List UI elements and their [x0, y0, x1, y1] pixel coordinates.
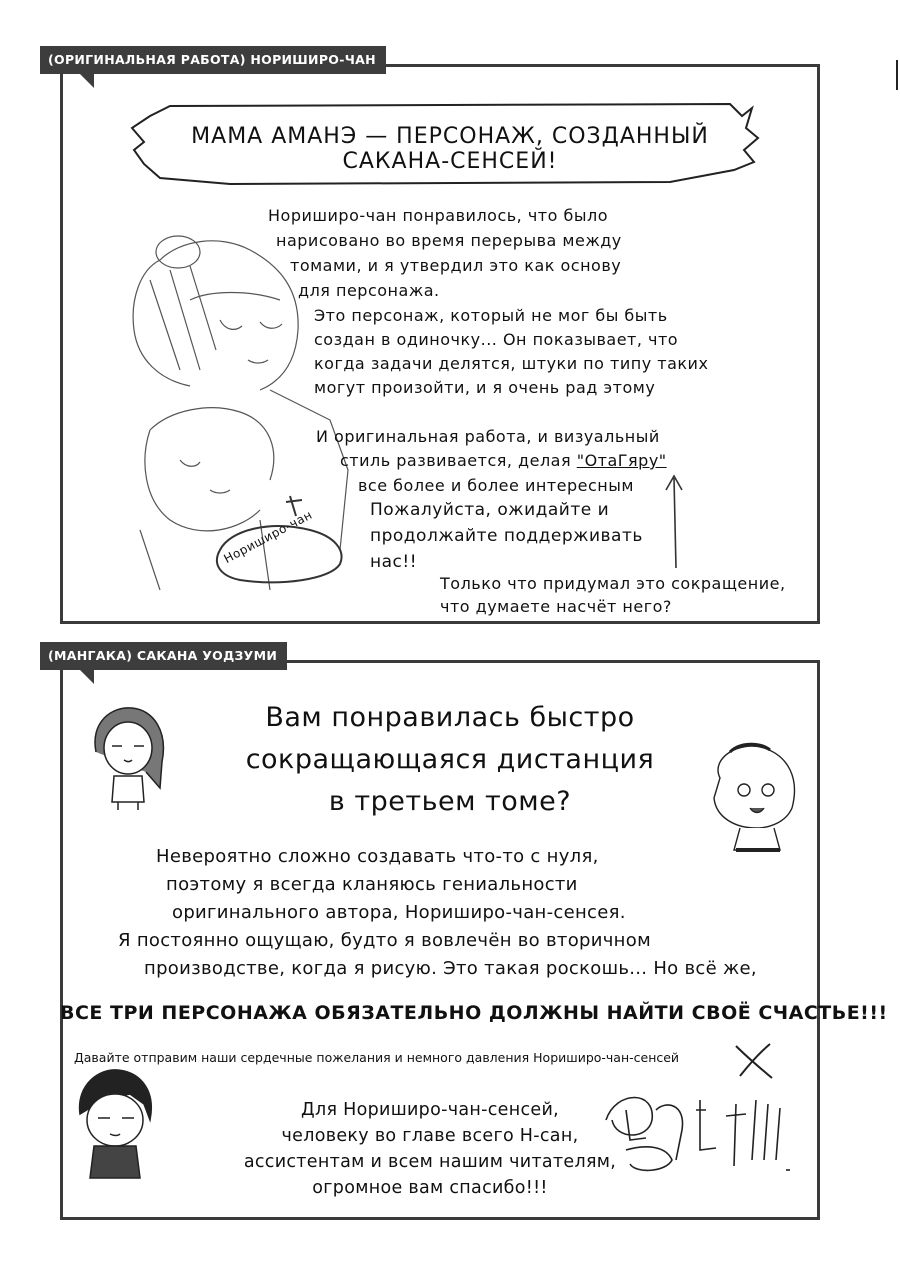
question-line: в третьем томе?	[328, 786, 572, 817]
top-text-line: могут произойти, и я очень рад этому	[314, 378, 656, 397]
top-text-line: Только что придумал это сокращение,	[440, 574, 786, 593]
top-text-line: нарисовано во время перерыва между	[276, 231, 622, 250]
question-line: сокращающаяся дистанция	[245, 744, 655, 775]
top-text-line: Нориширо-чан понравилось, что было	[268, 206, 609, 225]
chibi-boy-icon	[70, 1064, 160, 1184]
emphasis-line: ВСЕ ТРИ ПЕРСОНАЖА ОБЯЗАТЕЛЬНО ДОЛЖНЫ НАЙТИ СВОЁ СЧАСТЬЕ!!!	[60, 1002, 888, 1024]
top-text-line: все более и более интересным	[358, 476, 634, 495]
top-text-line: Пожалуйста, ожидайте и	[370, 500, 610, 520]
thanks-line: человеку во главе всего Н-сан,	[281, 1126, 579, 1146]
top-text-line: что думаете насчёт него?	[440, 597, 672, 616]
top-text-line: Это персонаж, который не мог бы быть	[314, 306, 668, 325]
top-text-line: для персонажа.	[298, 281, 440, 300]
body-text-line: производстве, когда я рисую. Это такая роскошь... Но всё же,	[144, 958, 757, 979]
top-section-label: (ОРИГИНАЛЬНАЯ РАБОТА) НОРИШИРО-ЧАН	[40, 46, 386, 74]
arrow-up-icon	[660, 470, 690, 570]
top-label-notch	[66, 74, 94, 88]
body-text-line: Я постоянно ощущаю, будто я вовлечён во вторичном	[118, 930, 651, 951]
top-text-line: продолжайте поддерживать	[370, 526, 643, 546]
top-text-segment: стиль развивается, делая	[340, 451, 572, 470]
body-text-line: оригинального автора, Нориширо-чан-сенсея.	[172, 902, 626, 923]
thanks-line: ассистентам и всем нашим читателям,	[243, 1152, 617, 1172]
top-text-line	[340, 451, 667, 470]
page-edge-mark	[896, 60, 898, 90]
strike-x-icon	[732, 1040, 776, 1080]
top-text-line: нас!!	[370, 552, 418, 572]
bottom-section-label: (МАНГАКА) САКАНА УОДЗУМИ	[40, 642, 287, 670]
top-text-line: когда задачи делятся, штуки по типу таких	[314, 354, 709, 373]
top-text-line: создан в одиночку... Он показывает, что	[314, 330, 679, 349]
body-text-line: поэтому я всегда кланяюсь гениальности	[166, 874, 578, 895]
body-text-line: Невероятно сложно создавать что-то с нуля,	[156, 846, 599, 867]
abbreviation-highlight: "ОтаГяру"	[576, 451, 667, 470]
heading-text: МАМА АМАНЭ — ПЕРСОНАЖ, СОЗДАННЫЙ САКАНА-СЕНСЕЙ!	[191, 124, 709, 174]
question-line: Вам понравилась быстро	[265, 702, 635, 733]
thanks-line: огромное вам спасибо!!!	[312, 1178, 548, 1198]
small-note: Давайте отправим наши сердечные пожелания и немного давления Нориширо-чан-сенсей	[74, 1050, 680, 1065]
thanks-line: Для Нориширо-чан-сенсей,	[301, 1100, 559, 1120]
bottom-label-notch	[66, 670, 94, 684]
top-text-line: И оригинальная работа, и визуальный	[316, 427, 660, 446]
name-stamp: Нориширо-чан	[221, 507, 315, 566]
top-text-line: томами, и я утвердил это как основу	[290, 256, 622, 275]
